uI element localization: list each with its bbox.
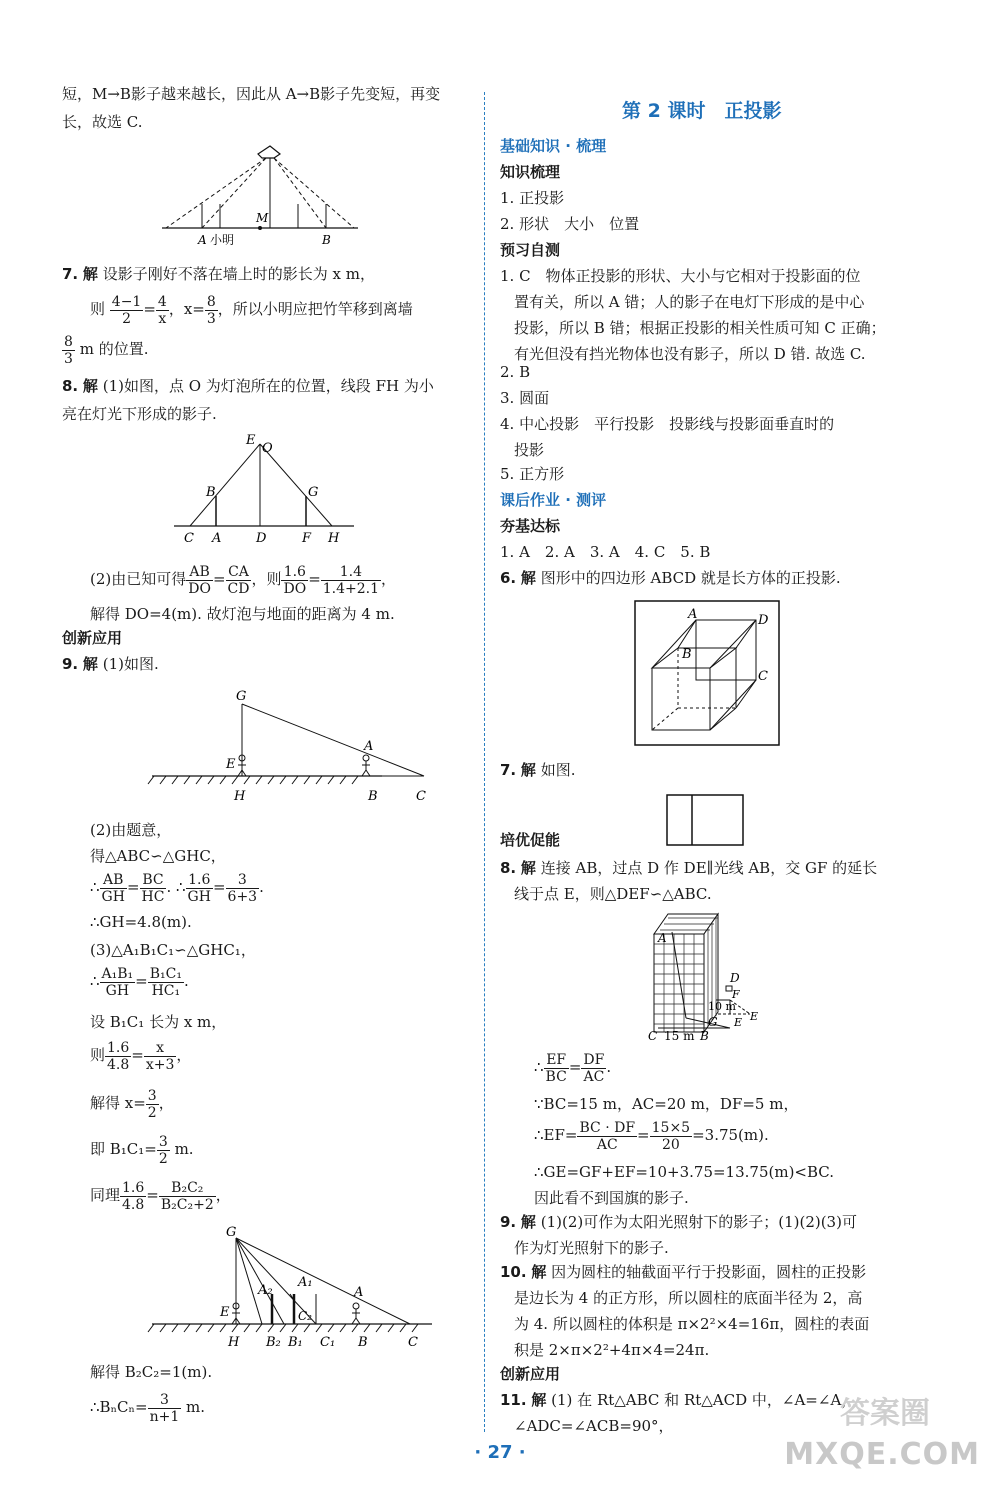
- label: A: [198, 233, 207, 247]
- lesson-title: 第 2 课时 正投影: [622, 100, 782, 122]
- svg-text:H: H: [328, 531, 340, 546]
- text-line: 解得 DO=4(m). 故灯泡与地面的距离为 4 m.: [90, 605, 395, 623]
- equation-line: $\frac{8}{3}$ m 的位置.: [64, 333, 149, 367]
- svg-text:A₁: A₁: [298, 1275, 313, 1290]
- section-heading: 课后作业 · 测评: [500, 491, 607, 509]
- text-line: 作为灯光照射下的影子.: [514, 1239, 669, 1257]
- label: 小明: [210, 233, 235, 247]
- question-number: 6.: [500, 569, 517, 587]
- svg-text:C: C: [416, 789, 426, 804]
- text-line: 长，故选 C.: [62, 113, 143, 131]
- text-line: 为 4. 所以圆柱的体积是 π×2²×4=16π，圆柱的表面: [514, 1315, 870, 1333]
- text-line: 因此看不到国旗的影子.: [534, 1189, 689, 1207]
- watermark-url: MXQE.COM: [784, 1437, 980, 1472]
- text-line: 短，M→B影子越来越长，因此从 A→B影子先变短，再变: [62, 85, 441, 103]
- svg-text:C₂: C₂: [298, 1309, 312, 1323]
- text-line: 有光但没有挡光物体也没有影子，所以 D 错. 故选 C.: [514, 345, 866, 363]
- svg-text:B: B: [368, 789, 378, 804]
- column-divider: [484, 92, 485, 1432]
- svg-text:B₂: B₂: [266, 1335, 281, 1350]
- equation-line: ∴ $\frac{EF}{BC}$ = $\frac{DF}{AC}$ .: [534, 1051, 612, 1085]
- figure-flagpole-multi: [142, 1220, 462, 1360]
- text-line: ∴GH=4.8(m).: [90, 913, 192, 931]
- figure-cuboid-projection: [634, 600, 780, 746]
- svg-text:O: O: [262, 441, 273, 456]
- equation-line: 同理 $\frac{1.6}{4.8}$ = $\frac{\text{B₂C₂}}{\text{B₂C₂+2}}$ ，: [90, 1179, 231, 1213]
- text-line: 解得 B₂C₂=1(m).: [90, 1363, 213, 1381]
- svg-text:C₁: C₁: [320, 1335, 336, 1350]
- equation-line: 解得 x= $\frac{3}{2}$ ，: [90, 1087, 174, 1121]
- section-heading: 创新应用: [500, 1365, 561, 1383]
- question-number: 9.: [62, 655, 79, 673]
- equation-line: 即 B₁C₁= $\frac{3}{2}$ m.: [90, 1133, 194, 1167]
- sub-heading: 知识梳理: [500, 163, 561, 181]
- svg-text:B₁: B₁: [288, 1335, 303, 1350]
- svg-text:A: A: [354, 1285, 364, 1300]
- question-number: 8.: [62, 377, 79, 395]
- svg-text:B: B: [358, 1335, 368, 1350]
- solution-label: 解: [82, 265, 98, 283]
- equation-line: ∴ $\frac{AB}{GH}$ = $\frac{BC}{HC}$ . ∴ $\frac{1.6}{GH}$ = $\frac{3}{6+3}$ .: [90, 871, 264, 905]
- svg-text:10 m: 10 m: [708, 1000, 736, 1013]
- text: 连接 AB，过点 D 作 DE∥光线 AB，交 GF 的延长: [540, 859, 878, 877]
- svg-text:B: B: [682, 647, 692, 662]
- label: B: [322, 233, 331, 247]
- svg-text:A: A: [688, 607, 698, 622]
- svg-text:A: A: [658, 931, 667, 945]
- svg-text:H: H: [234, 789, 246, 804]
- solution-label: 解: [82, 655, 98, 673]
- text-line: 投影，所以 B 错；根据正投影的相关性质可知 C 正确；: [514, 319, 886, 337]
- svg-text:E: E: [226, 757, 236, 772]
- text-line: (2)由题意，: [90, 821, 172, 839]
- svg-text:D: D: [730, 971, 740, 985]
- svg-text:E: E: [246, 433, 256, 448]
- equation-line: ∴BₙCₙ= $\frac{3}{n+1}$ m.: [90, 1391, 206, 1425]
- text: 因为圆柱的轴截面平行于投影面，圆柱的正投影: [551, 1263, 867, 1281]
- equation-line: 则 $\frac{4-1}{2}$ = $\frac{4}{x}$ ，x= $\frac{8}{3}$ ，所以小明应把竹竿移到离墙: [90, 293, 413, 327]
- text-line: 得△ABC∽△GHC，: [90, 847, 226, 865]
- text-line: 积是 2×π×2²+4π×4=24π.: [514, 1341, 710, 1359]
- question-number: 8.: [500, 859, 517, 877]
- label: M: [256, 211, 269, 225]
- svg-text:D: D: [758, 613, 769, 628]
- svg-text:F: F: [732, 988, 740, 1001]
- text: 设影子刚好不落在墙上时的影长为 x m，: [102, 265, 375, 283]
- text-line: 设 B₁C₁ 长为 x m，: [90, 1013, 227, 1031]
- text: (1) 在 Rt△ABC 和 Rt△ACD 中，∠A=∠A，: [551, 1391, 857, 1409]
- text-line: ∵BC=15 m，AC=20 m，DF=5 m，: [534, 1095, 799, 1113]
- equation-line: ∴EF= $\frac{BC \cdot DF}{AC}$ = $\frac{15\times 5}{20}$ =3.75(m).: [534, 1119, 769, 1153]
- svg-text:A: A: [212, 531, 222, 546]
- svg-text:G: G: [708, 1015, 718, 1029]
- answer-line: 1. A 2. A 3. A 4. C 5. B: [500, 543, 711, 561]
- sub-heading: 预习自测: [500, 241, 561, 259]
- solution-label: 解: [82, 377, 98, 395]
- figure-wall-flag: [646, 906, 796, 1044]
- text: 图形中的四边形 ABCD 就是长方体的正投影.: [540, 569, 841, 587]
- svg-text:C: C: [648, 1029, 658, 1043]
- solution-label: 解: [520, 761, 536, 779]
- section-heading: 创新应用: [62, 629, 123, 647]
- question-number: 10.: [500, 1263, 527, 1281]
- svg-text:F: F: [302, 531, 312, 546]
- svg-text:B: B: [700, 1029, 709, 1043]
- text-line: 1. 正投影: [500, 189, 565, 207]
- text-line: 5. 正方形: [500, 465, 565, 483]
- svg-text:15 m: 15 m: [664, 1029, 695, 1043]
- svg-text:E: E: [734, 1016, 743, 1029]
- section-heading: 基础知识 · 梳理: [500, 137, 607, 155]
- text-line: (3)△A₁B₁C₁∽△GHC₁，: [90, 941, 256, 959]
- figure-rectangle-projection: [666, 794, 744, 848]
- sub-heading: 夯基达标: [500, 517, 561, 535]
- page-number: · 27 ·: [474, 1442, 526, 1463]
- solution-label: 解: [531, 1391, 547, 1409]
- text: 如图.: [540, 761, 576, 779]
- text: (1)如图.: [102, 655, 159, 673]
- svg-text:A: A: [364, 739, 374, 754]
- svg-text:B: B: [206, 485, 216, 500]
- text-line: 3. 圆面: [500, 389, 550, 407]
- text-line: 1. C 物体正投影的形状、大小与它相对于投影面的位: [500, 267, 861, 285]
- equation-line: ∴ $\frac{\text{A₁B₁}}{GH}$ = $\frac{\text{B₁C₁}}{\text{HC₁}}$ .: [90, 965, 189, 999]
- figure-light-shadow: [170, 430, 360, 548]
- text-line: 2. B: [500, 363, 531, 381]
- figure-lamp-shadow: [162, 142, 362, 250]
- text-line: 2. 形状 大小 位置: [500, 215, 640, 233]
- svg-text:C: C: [408, 1335, 418, 1350]
- svg-text:E: E: [750, 1010, 759, 1023]
- text: (1)(2)可作为太阳光照射下的影子；(1)(2)(3)可: [540, 1213, 857, 1231]
- svg-text:G: G: [226, 1225, 237, 1240]
- question-number: 7.: [62, 265, 79, 283]
- text-line: 亮在灯光下形成的影子.: [62, 405, 217, 423]
- solution-label: 解: [520, 1213, 536, 1231]
- text-line: 是边长为 4 的正方形，所以圆柱的底面半径为 2，高: [514, 1289, 863, 1307]
- svg-text:D: D: [256, 531, 267, 546]
- equation-line: 则 $\frac{1.6}{4.8}$ = $\frac{x}{x+3}$ ，: [90, 1039, 192, 1073]
- question-number: 11.: [500, 1391, 527, 1409]
- question-number: 9.: [500, 1213, 517, 1231]
- figure-flagpole: [142, 680, 462, 810]
- text: (1)如图，点 O 为灯泡所在的位置，线段 FH 为小: [102, 377, 434, 395]
- solution-label: 解: [531, 1263, 547, 1281]
- svg-text:G: G: [236, 689, 247, 704]
- text-line: 置有关，所以 A 错；人的影子在电灯下形成的是中心: [514, 293, 865, 311]
- svg-text:E: E: [220, 1305, 230, 1320]
- text-line: 线于点 E，则△DEF∽△ABC.: [514, 885, 712, 903]
- solution-label: 解: [520, 569, 536, 587]
- text-line: 4. 中心投影 平行投影 投影线与投影面垂直时的: [500, 415, 835, 433]
- svg-text:C: C: [758, 669, 768, 684]
- svg-text:G: G: [308, 485, 319, 500]
- text-line: 投影: [514, 441, 545, 459]
- svg-text:A₂: A₂: [258, 1283, 273, 1298]
- equation-line: (2)由已知可得 $\frac{AB}{DO}$ = $\frac{CA}{CD}$ ，则 $\frac{1.6}{DO}$ = $\frac{1.4}{1.4+2.1}$ ，: [90, 563, 397, 597]
- text-line: ∠ADC=∠ACB=90°，: [514, 1417, 674, 1435]
- solution-label: 解: [520, 859, 536, 877]
- svg-text:C: C: [184, 531, 194, 546]
- svg-text:H: H: [228, 1335, 240, 1350]
- question-number: 7.: [500, 761, 517, 779]
- watermark-logo: 答案圈: [840, 1396, 930, 1431]
- text-line: ∴GE=GF+EF=10+3.75=13.75(m)<BC.: [534, 1163, 834, 1181]
- sub-heading: 培优促能: [500, 831, 561, 849]
